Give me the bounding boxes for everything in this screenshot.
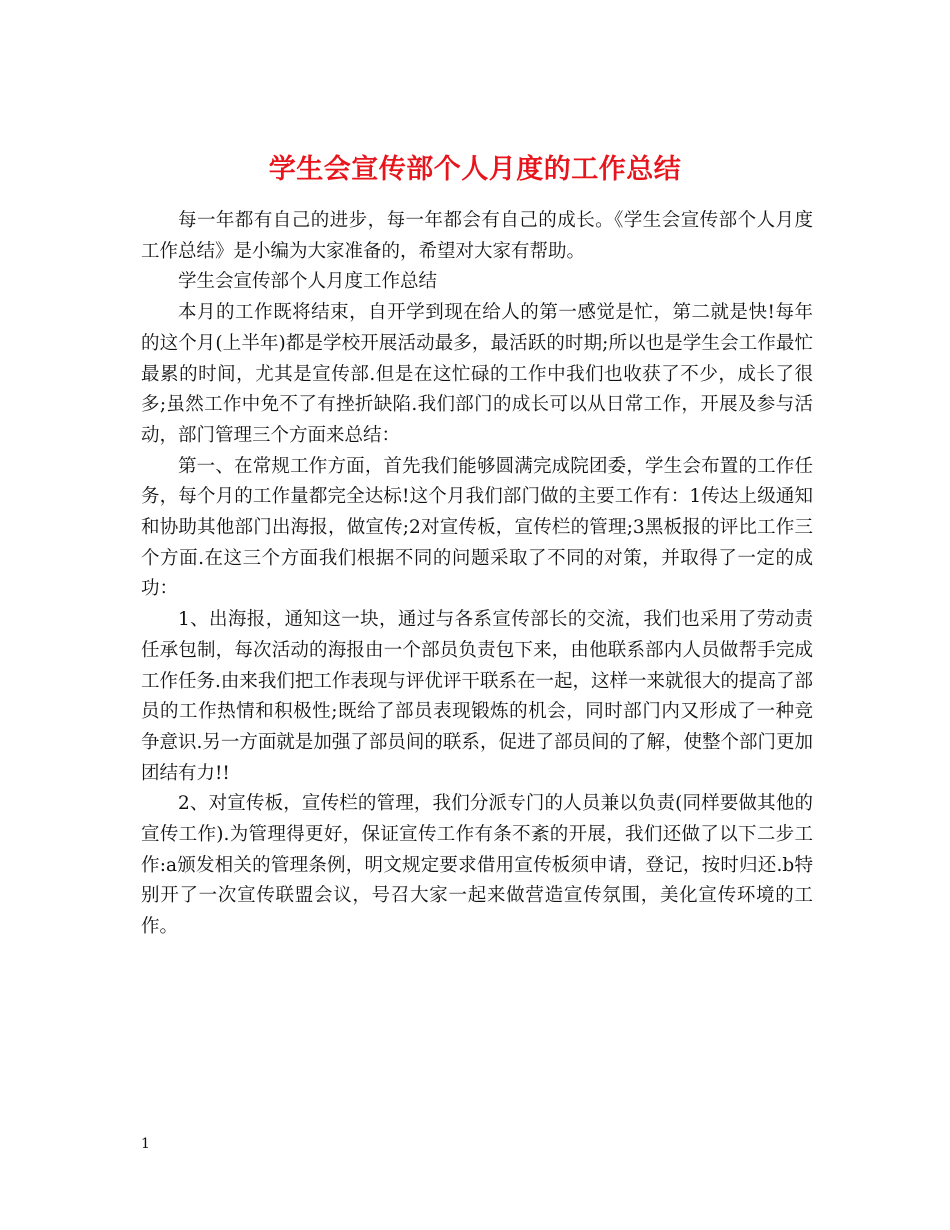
page-number: 1: [141, 1136, 150, 1152]
paragraph-intro: 每一年都有自己的进步，每一年都会有自己的成长。《学生会宣传部个人月度工作总结》是小编为大家准备的，希望对大家有帮助。: [141, 210, 813, 262]
paragraph-posters: 1、出海报，通知这一块，通过与各系宣传部长的交流，我们也采用了劳动责任承包制，每次活动的海报由一个部员负责包下来，由他联系部内人员做帮手完成工作任务.由来我们把工作表现与评优评干联系在一起，这样一来就很大的提高了部员的工作热情和积极性;既给了部员表现锻炼的机会，同时部门内又形成了一种竞争意识.另一方面就是加强了部员间的联系，促进了部员间的了解，使整个部门更加团结有力!!: [141, 609, 813, 784]
paragraph-routine-work: 第一、在常规工作方面，首先我们能够圆满完成院团委，学生会布置的工作任务，每个月的工作量都完全达标!这个月我们部门做的主要工作有：1传达上级通知和协助其他部门出海报，做宣传;2对宣传板，宣传栏的管理;3黑板报的评比工作三个方面.在这三个方面我们根据不同的问题采取了不同的对策，并取得了一定的成功：: [141, 455, 813, 600]
paragraph-overview: 本月的工作既将结束，自开学到现在给人的第一感觉是忙，第二就是快!每年的这个月(上半年)都是学校开展活动最多，最活跃的时期;所以也是学生会工作最忙最累的时间，尤其是宣传部.但是在这忙碌的工作中我们也收获了不少，成长了很多;虽然工作中免不了有挫折缺陷.我们部门的成长可以从日常工作，开展及参与活动，部门管理三个方面来总结：: [141, 302, 813, 446]
paragraph-boards: 2、对宣传板，宣传栏的管理，我们分派专门的人员兼以负责(同样要做其他的宣传工作).为管理得更好，保证宣传工作有条不紊的开展，我们还做了以下二步工作:a颁发相关的管理条例，明文规定要求借用宣传板须申请，登记，按时归还.b特别开了一次宣传联盟会议，号召大家一起来做营造宣传氛围，美化宣传环境的工作。: [141, 793, 813, 938]
page-title: 学生会宣传部个人月度的工作总结: [268, 154, 682, 186]
document-body: [141, 206, 813, 943]
paragraph-subtitle: 学生会宣传部个人月度工作总结: [178, 271, 438, 293]
